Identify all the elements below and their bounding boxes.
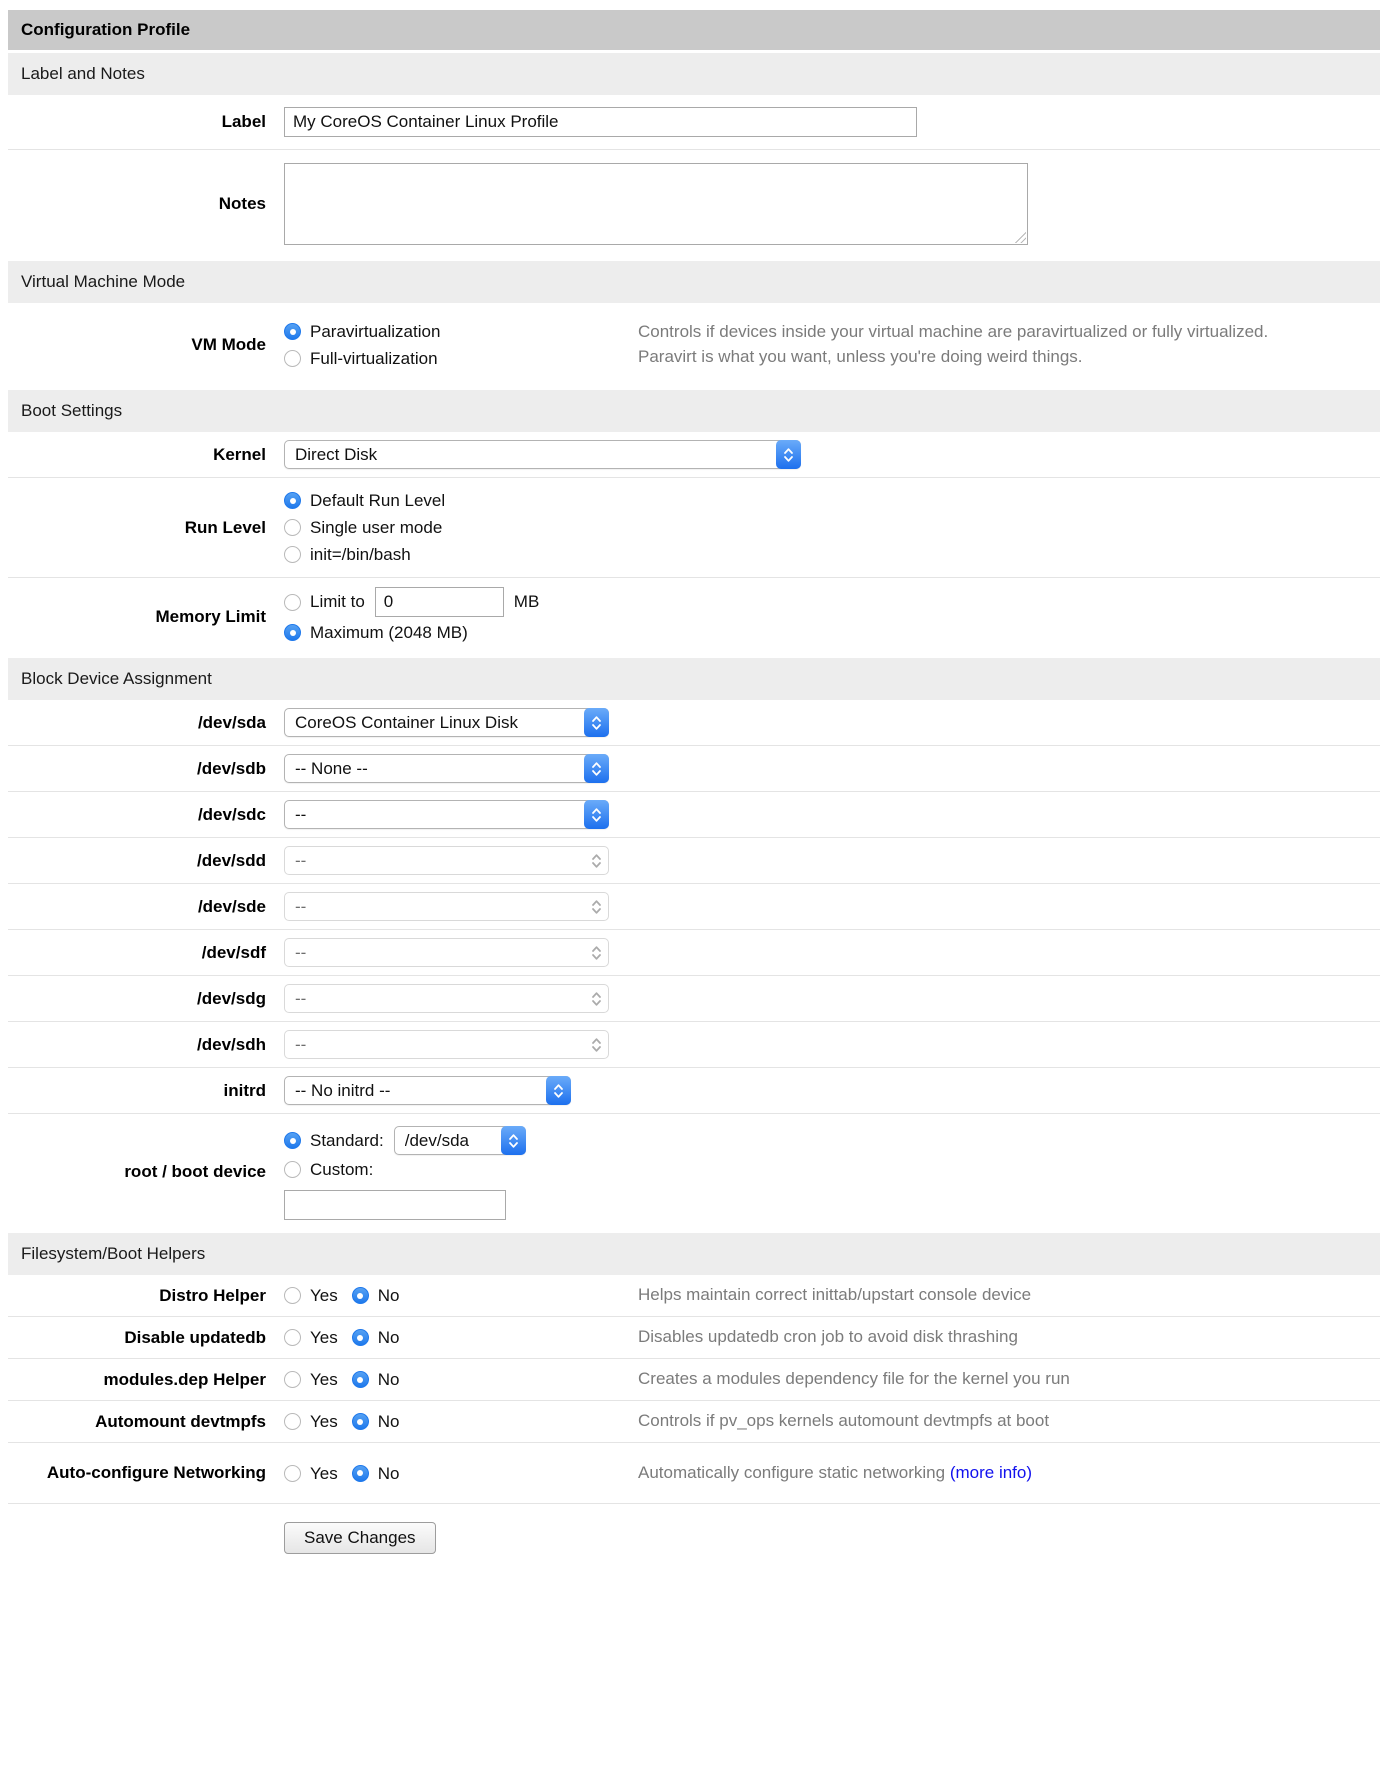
dev-sdh-select-value: -- [295,1034,307,1054]
distro-helper-yes-option[interactable] [284,1283,338,1308]
root-custom-input[interactable] [284,1190,506,1220]
root-standard-label: Standard: [310,1131,384,1150]
modules-dep-helper-label: modules.dep Helper [103,1369,266,1389]
disable-updatedb-no-radio[interactable] [352,1329,369,1346]
select-chevrons-icon [584,754,609,783]
networking-yes-radio[interactable] [284,1465,301,1482]
vm-mode-row [8,303,1380,387]
automount-devtmpfs-row [8,1401,1380,1442]
networking-no-radio[interactable] [352,1465,369,1482]
dev-sde-select-value: -- [295,896,307,916]
run-level-option-default[interactable] [284,488,1380,513]
initrd-row [8,1068,1380,1113]
dev-sdf-select-value: -- [295,942,307,962]
yes-label: Yes [310,1328,338,1347]
dev-sdg-label: /dev/sdg [197,988,266,1008]
more-info-link[interactable]: (more info) [949,1462,1033,1482]
label-row [8,95,1380,149]
dev-sdg-select [284,984,609,1013]
dev-sdf-row [8,930,1380,975]
no-label: No [377,1412,400,1431]
no-label: No [377,1463,400,1483]
dev-sdd-select-value: -- [295,850,307,870]
dev-sde-select [284,892,609,921]
vm-mode-description-line2: Paravirt is what you want, unless you're doing weird things. [638,347,1083,366]
memory-maximum-radio[interactable] [284,624,301,641]
section-header-filesystem-boot-helpers: Filesystem/Boot Helpers [8,1233,1380,1275]
run-level-option-single-user[interactable] [284,515,1380,540]
automount-devtmpfs-yes-option[interactable] [284,1409,338,1434]
dev-sdd-label: /dev/sdd [197,850,266,870]
runlevel-single-user-radio[interactable] [284,519,301,536]
run-level-row [8,478,1380,577]
networking-description-text: Automatically configure static networking [638,1462,946,1482]
distro-helper-description: Helps maintain correct inittab/upstart console device [638,1285,1032,1305]
dev-sdc-label: /dev/sdc [197,804,266,824]
root-standard-select[interactable] [394,1126,526,1155]
dev-sdc-row [8,792,1380,837]
section-header-block-device-assignment: Block Device Assignment [8,658,1380,700]
select-chevrons-icon [776,440,801,469]
dev-sde-row [8,884,1380,929]
dev-sdh-select [284,1030,609,1059]
dev-sdh-label: /dev/sdh [197,1034,266,1054]
label-field-label: Label [221,112,266,132]
memory-limit-to-radio[interactable] [284,594,301,611]
kernel-label: Kernel [213,444,266,464]
modules-dep-helper-row [8,1359,1380,1400]
dev-sde-label: /dev/sde [197,896,266,916]
root-standard-select-value: /dev/sda [404,1131,469,1150]
dev-sdg-select-value: -- [295,988,307,1008]
memory-limit-input[interactable] [375,587,504,617]
modules-dep-yes-radio[interactable] [284,1371,301,1388]
dev-sdf-label: /dev/sdf [201,942,266,962]
dev-sdd-select [284,846,609,875]
distro-helper-row [8,1275,1380,1316]
networking-description [638,1461,1380,1486]
yes-label: Yes [310,1412,338,1431]
distro-helper-no-option[interactable] [352,1283,400,1308]
modules-dep-description: Creates a modules dependency file for the kernel you run [638,1369,1070,1389]
dev-sdb-select[interactable] [284,754,609,783]
runlevel-single-user-label: Single user mode [310,518,443,537]
dev-sdf-select [284,938,609,967]
form-footer [8,1504,1380,1774]
save-changes-button[interactable]: Save Changes [284,1522,436,1554]
dev-sdh-row [8,1022,1380,1067]
select-chevrons-icon [546,1076,571,1105]
yes-label: Yes [310,1286,338,1305]
disable-updatedb-label: Disable updatedb [124,1327,266,1347]
runlevel-default-label: Default Run Level [310,491,446,510]
yes-label: Yes [310,1463,338,1483]
vm-mode-label: VM Mode [191,335,266,355]
networking-no-option[interactable] [352,1461,400,1486]
disable-updatedb-yes-option[interactable] [284,1325,338,1350]
kernel-select-value: Direct Disk [295,444,378,464]
memory-unit-label: MB [513,592,540,611]
modules-dep-yes-option[interactable] [284,1367,338,1392]
auto-configure-networking-label: Auto-configure Networking [46,1463,266,1483]
dev-sda-row [8,700,1380,745]
root-boot-device-label: root / boot device [124,1162,266,1182]
vm-mode-description [638,320,1380,369]
select-chevrons-icon [584,984,609,1013]
memory-limit-row [8,578,1380,655]
root-custom-radio[interactable] [284,1161,301,1178]
run-level-label: Run Level [184,517,266,537]
networking-yes-option[interactable] [284,1461,338,1486]
section-header-boot-settings: Boot Settings [8,390,1380,432]
dev-sdb-select-value: -- None -- [295,758,368,778]
dev-sda-select[interactable] [284,708,609,737]
run-level-option-init-bash[interactable] [284,542,1380,567]
distro-helper-yes-radio[interactable] [284,1287,301,1304]
kernel-row [8,432,1380,477]
label-input[interactable] [284,107,917,137]
memory-limit-label: Memory Limit [155,606,266,626]
root-boot-device-row [8,1114,1380,1230]
root-standard-radio[interactable] [284,1132,301,1149]
dev-sdb-row [8,746,1380,791]
select-chevrons-icon [584,708,609,737]
memory-limit-to-label: Limit to [310,592,365,611]
vm-full-virtualization-radio[interactable] [284,350,301,367]
disable-updatedb-no-option[interactable] [352,1325,400,1350]
dev-sdc-select-value: -- [295,804,307,824]
section-header-label-and-notes: Label and Notes [8,53,1380,95]
vm-mode-option-paravirtualization[interactable] [284,319,620,344]
notes-field-label: Notes [218,194,266,214]
modules-dep-no-option[interactable] [352,1367,400,1392]
vm-mode-option-full-virtualization[interactable] [284,346,620,371]
notes-row [8,150,1380,258]
automount-devtmpfs-no-radio[interactable] [352,1413,369,1430]
yes-label: Yes [310,1370,338,1389]
automount-devtmpfs-yes-radio[interactable] [284,1413,301,1430]
dev-sdd-row [8,838,1380,883]
select-chevrons-icon [584,1030,609,1059]
automount-devtmpfs-label: Automount devtmpfs [95,1411,266,1431]
root-custom-option[interactable] [284,1157,1380,1182]
vm-full-virtualization-label: Full-virtualization [310,349,438,368]
root-custom-label: Custom: [310,1160,374,1179]
initrd-select-value: -- No initrd -- [295,1080,391,1100]
disable-updatedb-row [8,1317,1380,1358]
runlevel-init-bash-radio[interactable] [284,546,301,563]
configuration-profile-form [8,10,1380,1774]
select-chevrons-icon [501,1126,526,1155]
vm-paravirtualization-label: Paravirtualization [310,322,441,341]
no-label: No [377,1328,400,1347]
vm-mode-description-line1: Controls if devices inside your virtual machine are paravirtualized or fully virtualized. [638,322,1269,342]
automount-devtmpfs-no-option[interactable] [352,1409,400,1434]
distro-helper-label: Distro Helper [159,1285,266,1305]
dev-sda-select-value: CoreOS Container Linux Disk [295,712,518,732]
dev-sdc-select[interactable] [284,800,609,829]
no-label: No [377,1370,400,1389]
initrd-label: initrd [223,1080,266,1100]
initrd-select[interactable] [284,1076,571,1105]
dev-sdb-label: /dev/sdb [197,758,266,778]
select-chevrons-icon [584,938,609,967]
automount-devtmpfs-description: Controls if pv_ops kernels automount devtmpfs at boot [638,1411,1050,1431]
runlevel-init-bash-label: init=/bin/bash [310,545,411,564]
notes-textarea[interactable] [284,163,1028,245]
modules-dep-no-radio[interactable] [352,1371,369,1388]
runlevel-default-radio[interactable] [284,492,301,509]
disable-updatedb-description: Disables updatedb cron job to avoid disk thrashing [638,1327,1018,1347]
select-chevrons-icon [584,800,609,829]
select-chevrons-icon [584,892,609,921]
memory-maximum-label: Maximum (2048 MB) [310,623,468,642]
disable-updatedb-yes-radio[interactable] [284,1329,301,1346]
distro-helper-no-radio[interactable] [352,1287,369,1304]
section-header-virtual-machine-mode: Virtual Machine Mode [8,261,1380,303]
vm-paravirtualization-radio[interactable] [284,323,301,340]
root-standard-option[interactable] [284,1126,1380,1155]
auto-configure-networking-row [8,1443,1380,1503]
dev-sdg-row [8,976,1380,1021]
no-label: No [377,1286,400,1305]
page-title: Configuration Profile [8,10,1380,50]
memory-limit-to-option[interactable] [284,586,1380,618]
dev-sda-label: /dev/sda [197,712,266,732]
select-chevrons-icon [584,846,609,875]
kernel-select[interactable] [284,440,801,469]
memory-maximum-option[interactable] [284,620,1380,645]
